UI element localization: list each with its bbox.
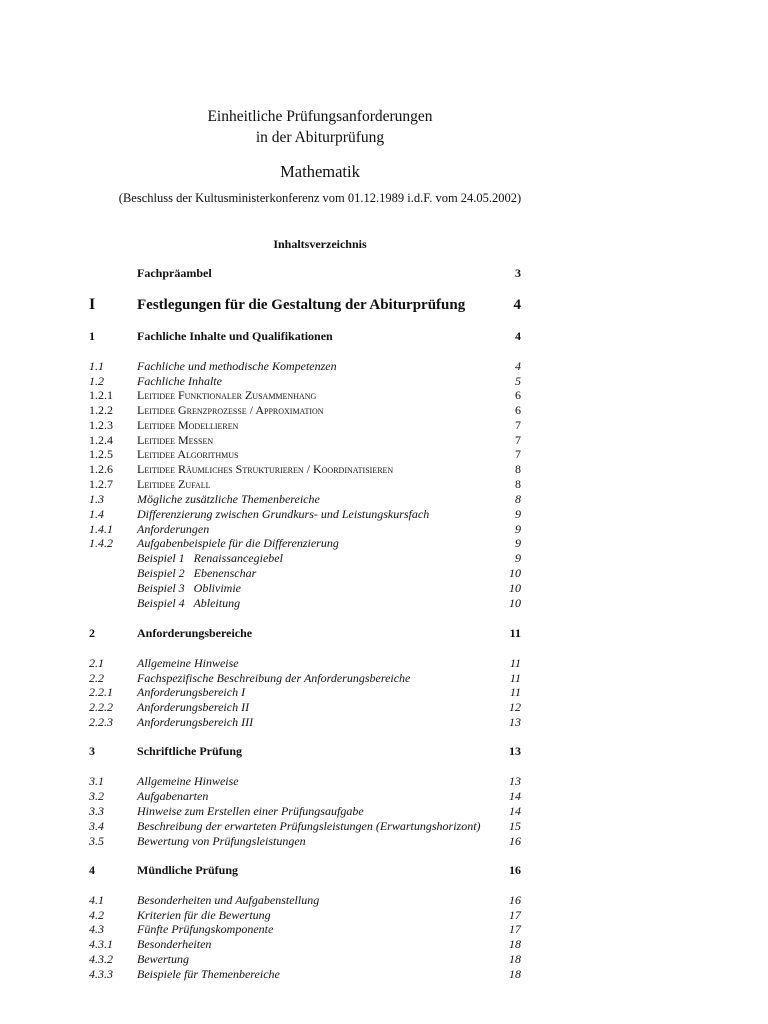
toc-entry-page: 9 [515,551,521,565]
toc-entry-page: 5 [515,374,521,388]
toc-entry-title: Differenzierung zwischen Grundkurs- und Leistungskursfach [137,507,430,521]
toc-entry-number: 1.3 [89,492,104,506]
toc-heading: Inhaltsverzeichnis [273,237,367,251]
toc-entry-page: 17 [509,908,521,922]
toc-entry-title: Beschreibung der erwarteten Prüfungsleistungen (Erwartungshorizont) [137,819,481,833]
toc-entry-title: Beispiel 4 Ableitung [137,596,241,610]
toc-entry-number: 2.2.2 [89,700,113,714]
toc-entry[interactable] [89,655,521,671]
toc-entry[interactable] [89,535,521,551]
toc-entry-title: Beispiele für Themenbereiche [137,967,280,981]
toc-entry-page: 13 [509,774,521,788]
toc-entry[interactable] [89,966,521,982]
toc-entry-number: 4.1 [89,893,104,907]
toc-entry-title: Anforderungen [137,522,210,536]
toc-entry-title: Anforderungsbereich I [137,685,246,699]
toc-entry-number: 1.2.6 [89,462,113,476]
toc-entry-number: 1.2.7 [89,477,113,491]
toc-entry-title: Fachliche und methodische Kompetenzen [137,359,337,373]
toc-entry-number: 1.1 [89,359,104,373]
toc-entry-title: Leitidee Räumliches Strukturieren / Koordinatisieren [137,462,394,476]
toc-entry-page: 11 [509,671,521,685]
toc-entry-number: 4.2 [89,908,104,922]
toc-entry-number: 4.3.3 [89,967,113,981]
toc-entry-page: 16 [509,834,521,848]
toc-entry-number: 2.1 [89,656,104,670]
toc-entry-number: 1.2.4 [89,433,113,447]
toc-entry-title: Fachspezifische Beschreibung der Anforderungsbereiche [137,671,411,685]
toc-entry-title: Beispiel 1 Renaissancegiebel [137,551,283,565]
toc-entry-title: Fachliche Inhalte [137,374,222,388]
toc-entry-page: 11 [509,626,521,640]
toc-entry-title: Mündliche Prüfung [137,863,239,877]
toc-entry-page: 16 [509,893,521,907]
toc-entry[interactable] [89,773,521,789]
toc-entry-title: Aufgabenarten [137,789,209,803]
toc-entry-page: 16 [509,863,521,877]
document-title-line-1: Einheitliche Prüfungsanforderungen [207,108,433,125]
toc-entry[interactable] [89,550,521,566]
toc-entry-number: 2 [89,626,95,640]
toc-entry-title: Allgemeine Hinweise [137,656,239,670]
toc-entry-page: 12 [509,700,521,714]
toc-entry-title: Beispiel 2 Ebenenschar [137,566,257,580]
toc-entry-page: 18 [509,967,521,981]
toc-entry[interactable] [89,476,521,492]
toc-entry-number: 1.2.3 [89,418,113,432]
toc-entry[interactable] [89,699,521,715]
toc-entry-title: Anforderungsbereich III [137,715,254,729]
toc-entry[interactable] [89,358,521,374]
toc-entry-page: 18 [509,952,521,966]
toc-entry-title: Leitidee Algorithmus [137,447,239,461]
toc-entry[interactable] [89,387,521,403]
toc-entry-page: 10 [509,566,521,580]
toc-entry-title: Schriftliche Prüfung [137,744,242,758]
toc-entry[interactable] [89,328,521,344]
toc-entry[interactable] [89,461,521,477]
toc-entry[interactable] [89,417,521,433]
toc-entry-number: 1.2.5 [89,447,113,461]
toc-entry[interactable] [89,295,521,315]
toc-entry-number: 2.2 [89,671,104,685]
toc-entry-page: 8 [515,477,521,491]
toc-entry[interactable] [89,833,521,849]
toc-entry-number: 4.3 [89,922,104,936]
toc-entry-number: 4.3.2 [89,952,113,966]
toc-entry-page: 17 [509,922,521,936]
toc-entry-title: Anforderungsbereiche [137,626,253,640]
toc-entry[interactable] [89,921,521,937]
toc-entry-page: 8 [515,492,521,506]
toc-entry-title: Bewertung [137,952,189,966]
toc-entry-number: 1.2.1 [89,388,113,402]
toc-entry-title: Beispiel 3 Oblivimie [137,581,241,595]
toc-entry[interactable] [89,580,521,596]
toc-entry[interactable] [89,951,521,967]
toc-entry-page: 4 [515,329,521,343]
toc-entry[interactable] [89,818,521,834]
toc-entry-title: Kriterien für die Bewertung [137,908,271,922]
toc-entry-title: Fachliche Inhalte und Qualifikationen [137,329,333,343]
toc-entry-page: 6 [515,403,521,417]
toc-entry-page: 11 [509,656,521,670]
toc-entry-title: Mögliche zusätzliche Themenbereiche [137,492,320,506]
toc-entry-number: 3.3 [89,804,104,818]
toc-entry[interactable] [89,565,521,581]
toc-entry-number: 3 [89,744,95,758]
toc-entry-page: 14 [509,804,521,818]
toc-entry-title: Aufgabenbeispiele für die Differenzierung [137,536,339,550]
toc-entry[interactable] [89,743,521,759]
toc-entry-page: 10 [509,581,521,595]
toc-entry-page: 7 [515,418,521,432]
toc-entry-page: 9 [515,507,521,521]
toc-entry-page: 3 [515,266,521,280]
toc-entry-page: 13 [509,744,521,758]
toc-entry-number: 1.4.2 [89,536,113,550]
toc-entry[interactable] [89,936,521,952]
toc-entry-number: 4 [89,863,95,877]
toc-entry-page: 15 [509,819,521,833]
toc-entry[interactable] [89,595,521,611]
toc-entry[interactable] [89,446,521,462]
toc-entry-number: 3.1 [89,774,104,788]
toc-entry-title: Besonderheiten [137,937,212,951]
toc-entry-title: Bewertung von Prüfungsleistungen [137,834,306,848]
toc-entry-number: 3.4 [89,819,104,833]
toc-entry-number: 1.4 [89,507,104,521]
toc-entry-title: Anforderungsbereich II [137,700,250,714]
toc-entry-number: 2.2.3 [89,715,113,729]
toc-entry-title: Leitidee Funktionaler Zusammenhang [137,388,317,402]
toc-entry-page: 14 [509,789,521,803]
toc-entry[interactable] [89,788,521,804]
toc-entry-number: 4.3.1 [89,937,113,951]
toc-entry[interactable] [89,491,521,507]
toc-entry-page: 13 [509,715,521,729]
toc-entry-number: 3.2 [89,789,104,803]
toc-entry-page: 10 [509,596,521,610]
toc-entry-page: 18 [509,937,521,951]
toc-entry[interactable] [89,684,521,700]
toc-entry-number: 1.2 [89,374,104,388]
document-title-line-2: in der Abiturprüfung [255,129,385,146]
toc-entry[interactable] [89,803,521,819]
toc-entry-page: 4 [513,297,521,313]
toc-entry[interactable] [89,402,521,418]
toc-entry-title: Leitidee Messen [137,433,214,447]
toc-entry-page: 4 [515,359,521,373]
toc-entry[interactable] [89,714,521,730]
toc-entry[interactable] [89,506,521,522]
toc-entry-title: Festlegungen für die Gestaltung der Abiturprüfung [137,297,466,313]
toc-entry-title: Besonderheiten und Aufgabenstellung [137,893,320,907]
toc-entry-page: 11 [509,685,521,699]
toc-entry-page: 6 [515,388,521,402]
toc-entry-title: Leitidee Modellieren [137,418,239,432]
toc-entry-page: 9 [515,522,521,536]
toc-entry-title: Leitidee Grenzprozesse / Approximation [137,403,324,417]
toc-entry-number: 1.4.1 [89,522,113,536]
toc-entry-number: I [89,296,96,313]
toc-entry-number: 3.5 [89,834,104,848]
toc-entry-page: 8 [515,462,521,476]
toc-entry-number: 1.2.2 [89,403,113,417]
toc-entry[interactable] [89,892,521,908]
toc-entry-number: 1 [89,329,95,343]
decision-note: (Beschluss der Kultusministerkonferenz vom 01.12.1989 i.d.F. vom 24.05.2002) [118,191,522,205]
toc-entry-title: Hinweise zum Erstellen einer Prüfungsaufgabe [137,804,364,818]
toc-entry[interactable] [89,265,521,281]
toc-entry[interactable] [89,625,521,641]
toc-entry[interactable] [89,862,521,878]
toc-entry-page: 7 [515,433,521,447]
toc-entry-title: Fachpräambel [137,266,212,280]
toc-entry-title: Leitidee Zufall [137,477,211,491]
subject-title: Mathematik [280,162,360,181]
toc-entry-page: 7 [515,447,521,461]
toc-entry-number: 2.2.1 [89,685,113,699]
toc-entry-title: Fünfte Prüfungskomponente [137,922,274,936]
toc-entry-page: 9 [515,536,521,550]
toc-entry-title: Allgemeine Hinweise [137,774,239,788]
